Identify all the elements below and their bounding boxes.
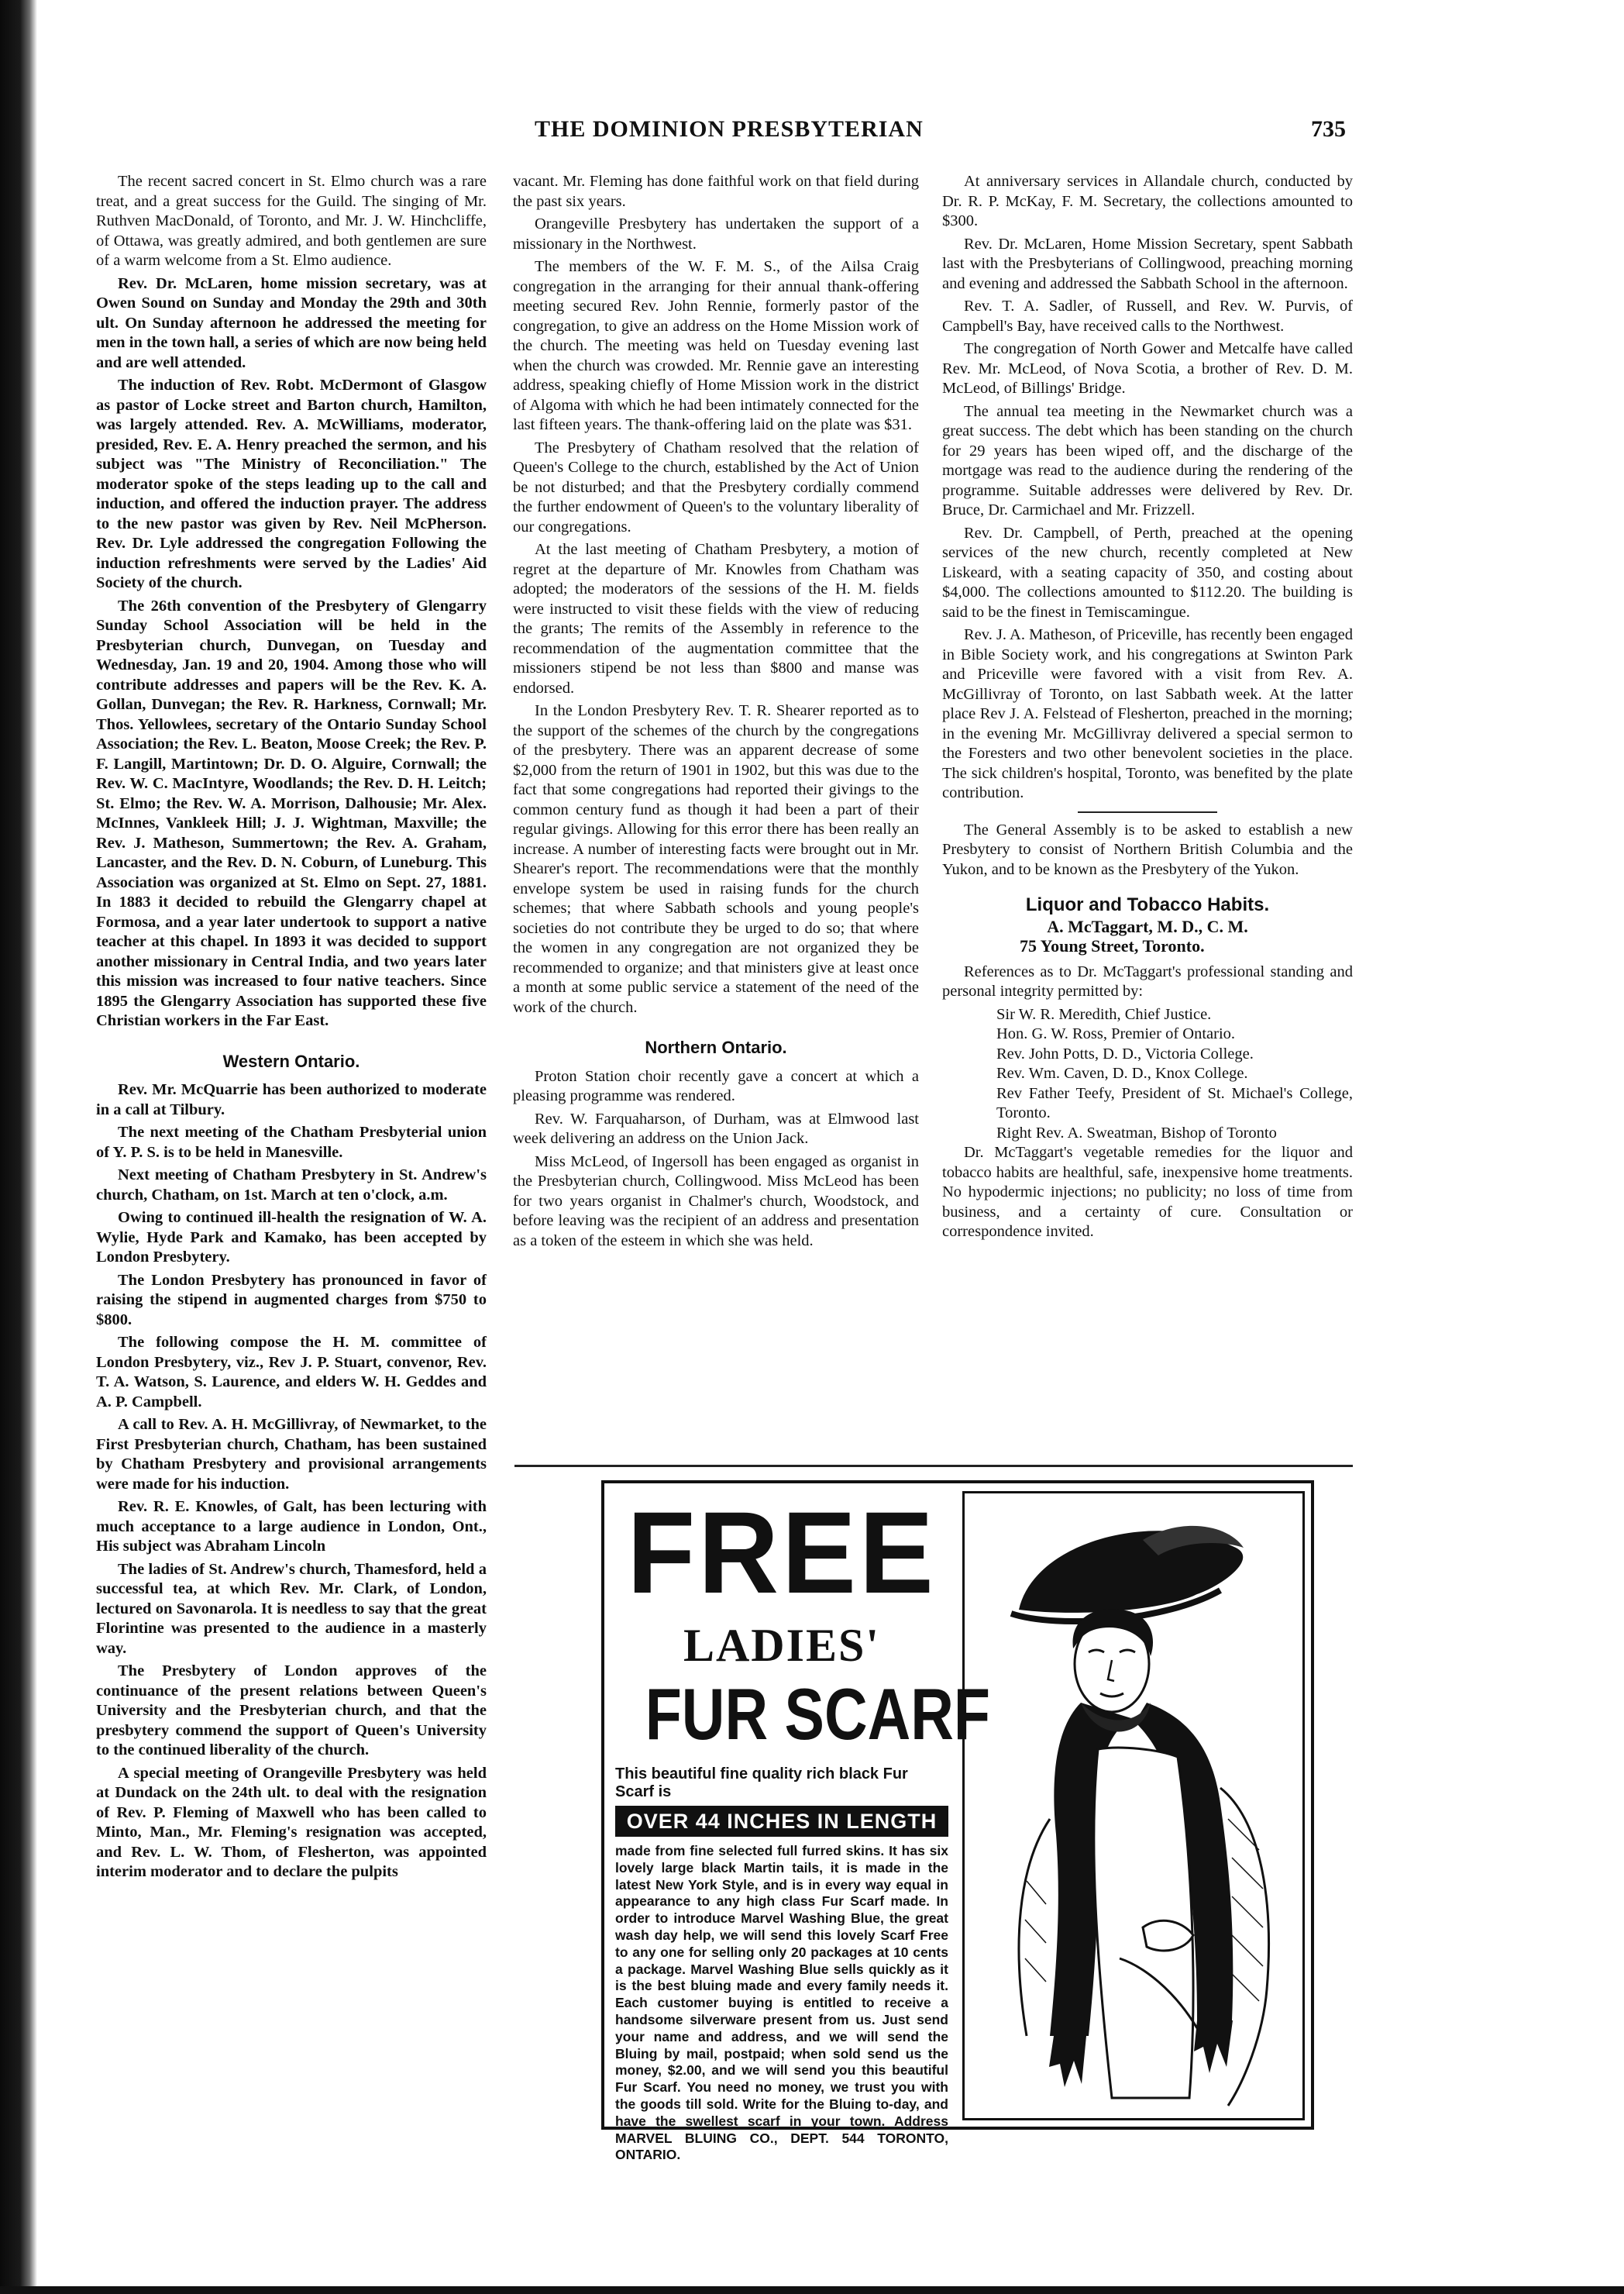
article-paragraph: In the London Presbytery Rev. T. R. Shearer reported as to the support of the schemes of the church by the congregations of the presbytery. There was an apparent decrease of some $2,000 from the return of 1901 in 1902, but this was due to the fact that some congregations had reported their givings to the common century fund as though it had been a part of their regular givings. Allowing for this error there has been really an increase. A number of interesting facts were brought out in Mr. Shearer's report. The recommendations were that the monthly envelope system be used in raising funds for the church schemes; that where Sabbath schools and young people's societies do not contribute they be urged to do so; that where the women in any congregation are not organized they be recommended to organize; and that ministers give at least once a month at some public service a statement of the need of the work of the church. <box>513 702 919 1016</box>
article-paragraph: Owing to continued ill-health the resignation of W. A. Wylie, Hyde Park and Kamako, has been accepted by London Presbytery. <box>96 1209 487 1266</box>
reference-item: Hon. G. W. Ross, Premier of Ontario. <box>996 1025 1236 1042</box>
page-divider <box>514 1465 1353 1467</box>
reference-list <box>942 1005 1353 1144</box>
page-number: 735 <box>1311 116 1346 142</box>
reference-item: Sir W. R. Meredith, Chief Justice. <box>996 1005 1212 1023</box>
article-paragraph: Rev. J. A. Matheson, of Priceville, has recently been engaged in Bible Society work, and his congregations at Swinton Park and Priceville were favored with a visit from Rev. A. McGillivray of Toronto, on last Sabbath week. At the latter place Rev J. A. Felstead of Flesherton, preached in the morning; in the evening Mr. McGillivray delivered a special sermon to the Foresters and two other benevolent societies in the place. The sick children's hospital, Toronto, was benefited by the plate contribution. <box>942 626 1353 801</box>
article-paragraph: Miss McLeod, of Ingersoll has been engaged as organist in the Presbyterian church, Collingwood. Miss McLeod has been for two years organist in Chalmer's church, Woodstock, and before leaving was the recipient of an address and presentation as a token of the esteem in which she was held. <box>513 1152 919 1249</box>
notice-title: Liquor and Tobacco Habits. <box>1025 894 1270 915</box>
newspaper-title: THE DOMINION PRESBYTERIAN <box>535 116 924 142</box>
ad-product: FUR SCARF <box>645 1673 991 1755</box>
reference-item: Rev Father Teefy, President of St. Michael's College, Toronto. <box>996 1084 1353 1121</box>
article-paragraph: The Presbytery of Chatham resolved that the relation of Queen's College to the church, established by the Act of Union be not disturbed; and that the Presbytery cordially commend the further endowment of Queen's to the voluntary liberality of our congregations. <box>513 439 919 536</box>
article-paragraph: A special meeting of Orangeville Presbytery was held at Dundack on the 24th ult. to deal with the resignation of Rev. P. Fleming of Maxwell who has been called to Minto, Man., Mr. Fleming's resignation was accepted, and Rev. L. W. Thom, of Flesherton, was appointed interim moderator and to declare the pulpits <box>96 1764 487 1880</box>
article-paragraph: At anniversary services in Allandale church, conducted by Dr. R. P. McKay, F. M. Secretary, the collections amounted to $300. <box>942 173 1353 229</box>
ad-body: made from fine selected full furred skins. It has six lovely large black Martin tails, it is made in the latest New York Style, and is in every way equal in appearance to any high class Fur Scarf made. In order to introduce Marvel Washing Blue, the great wash day help, we will send this lovely Scarf Free to any one for selling only 20 packages at 10 cents a package. Marvel Washing Blue sells quickly as it is the best bluing made and every family needs it. Each customer buying is entitled to receive a handsome silverware present from us. Just send your name and address, and we will send the Bluing by mail, postpaid; when sold send us the money, $2.00, and we will send you this beautiful Fur Scarf. You need no money, we trust you with the goods till sold. Write for the Bluing to-day, and have the swellest scarf in your town. Address MARVEL BLUING CO., DEPT. 544 TORONTO, ONTARIO. <box>615 1843 948 2163</box>
scan-edge-bottom <box>0 2286 1624 2294</box>
article-paragraph: At the last meeting of Chatham Presbytery, a motion of regret at the departure of Mr. Knowles from Chatham was adopted; the moderators of the sessions of the H. M. fields were instructed to visit these fields with the view of reducing the grants; The remits of the Assembly in reference to the recommendation of the augmentation committee that the missioners stipend be not less than $800 and manse was endorsed. <box>513 541 919 697</box>
notice-intro: References as to Dr. McTaggart's professional standing and personal integrity permitted by: <box>942 963 1353 1000</box>
article-paragraph: Rev. Dr. McLaren, home mission secretary, was at Owen Sound on Sunday and Monday the 29th and 30th ult. On Sunday afternoon he addressed the meeting for men in the town hall, a series of which are now being held and are well attended. <box>96 274 487 371</box>
notice-doctor: A. McTaggart, M. D., C. M. <box>1047 916 1248 936</box>
lady-with-fur-scarf-illustration <box>965 1493 1302 2118</box>
article-paragraph: Proton Station choir recently gave a concert at which a pleasing programme was rendered. <box>513 1067 919 1104</box>
ad-headline: FREE <box>627 1487 937 1617</box>
article-paragraph: The General Assembly is to be asked to establish a new Presbytery to consist of Northern British Columbia and the Yukon, and to be known as the Presbytery of the Yukon. <box>942 821 1353 878</box>
article-paragraph: The induction of Rev. Robt. McDermont of Glasgow as pastor of Locke street and Barton church, Hamilton, was largely attended. Rev. A. McWilliams, moderator, presided, Rev. E. A. Henry preached the sermon, and his subject was "The Ministry of Reconciliation." The moderator spoke of the steps leading up to the call and induction, and offered the induction prayer. The address to the new pastor was given by Rev. Neil McPherson. Rev. Dr. Lyle addressed the congregation Following the induction refreshments were served by the Ladies' Aid Society of the church. <box>96 377 487 591</box>
column-2 <box>513 172 919 1254</box>
article-paragraph: Rev. W. Farquaharson, of Durham, was at Elmwood last week delivering an address on the Union Jack. <box>513 1110 919 1147</box>
reference-item: Rev. John Potts, D. D., Victoria College. <box>996 1045 1254 1063</box>
article-paragraph: The members of the W. F. M. S., of the Ailsa Craig congregation in the arranging for their annual thank-offering meeting secured Rev. John Rennie, formerly pastor of the congregation, to give an address on the Home Mission work of the church. The meeting was held on Tuesday evening last when the church was crowded. Mr. Rennie gave an interesting address, speaking chiefly of Home Mission work in the district of Algoma with which he had been intimately connected for the last fifteen years. The thank-offering laid on the plate was $31. <box>513 258 919 433</box>
article-paragraph: The congregation of North Gower and Metcalfe have called Rev. Mr. McLeod, of Nova Scotia, a brother of Rev. D. M. McLeod, of Billings' Bridge. <box>942 340 1353 397</box>
scan-edge-left <box>0 0 37 2294</box>
article-paragraph: The next meeting of the Chatham Presbyterial union of Y. P. S. is to be held in Manesville. <box>96 1124 487 1161</box>
article-paragraph: Rev. T. A. Sadler, of Russell, and Rev. W. Purvis, of Campbell's Bay, have received calls to the Northwest. <box>942 298 1353 335</box>
column-1 <box>96 172 487 1886</box>
article-paragraph: Next meeting of Chatham Presbytery in St. Andrew's church, Chatham, on 1st. March at ten o'clock, a.m. <box>96 1166 487 1204</box>
ad-subhead: LADIES' <box>683 1620 881 1671</box>
notice-closing: Dr. McTaggart's vegetable remedies for the liquor and tobacco habits are healthful, safe, inexpensive home treatments. No hypodermic injections; no publicity; no loss of time from business, and a certainty of cure. Consultation or correspondence invited. <box>942 1144 1353 1240</box>
article-paragraph: Orangeville Presbytery has undertaken the support of a missionary in the Northwest. <box>513 215 919 253</box>
article-paragraph: The 26th convention of the Presbytery of Glengarry Sunday School Association will be held in the Presbyterian church, Dunvegan, on Tuesday and Wednesday, Jan. 19 and 20, 1904. Among those who will contribute addresses and papers will be the Rev. K. A. Gollan, Dunvegan; the Rev. R. Harkness, Cornwall; Mr. Thos. Yellowlees, secretary of the Ontario Sunday School Association; the Rev. L. Beaton, Moose Creek; the Rev. P. F. Langill, Martintown; Dr. D. O. Alguire, Cornwall; the Rev. W. C. MacIntyre, Woodlands; the Rev. D. H. Leitch; St. Elmo; the Rev. W. A. Morrison, Dalhousie; Mr. Alex. McInnes, Vankleek Hill; J. J. Wightman, Maxville; the Rev. J. Matheson, Summertown; the Rev. A. Graham, Lancaster, and the Rev. D. N. Coburn, of Luneburg. This Association was organized at St. Elmo on Sept. 27, 1881. In 1883 it decided to rebuild the Glengarry chapel at Formosa, and a year later undertook to support a native teacher at this chapel. In 1893 it was decided to support another missionary in Central India, and two years later this mission was increased to four native teachers. Since 1895 the Glengarry Association has supported these five Christian workers in the Far East. <box>96 597 487 1029</box>
article-paragraph: Rev. Dr. Campbell, of Perth, preached at the opening services of the new church, recently completed at New Liskeard, with a seating capacity of 350, and costing about $4,000. The collections amounted to $112.20. The building is said to be the finest in Temiscamingue. <box>942 524 1353 621</box>
article-paragraph: vacant. Mr. Fleming has done faithful work on that field during the past six years. <box>513 173 919 210</box>
article-paragraph: A call to Rev. A. H. McGillivray, of Newmarket, to the First Presbyterian church, Chatham, has been sustained by Chatham Presbytery and provisional arrangements were made for his induction. <box>96 1416 487 1493</box>
article-paragraph: The ladies of St. Andrew's church, Thamesford, held a successful tea, at which Rev. Mr. Clark, of London, lectured on Savonarola. It is needless to say that the great Florintine was presented to the audience in a masterly way. <box>96 1560 487 1657</box>
ad-description: This beautiful fine quality rich black Fur Scarf is <box>615 1765 908 1800</box>
article-paragraph: The annual tea meeting in the Newmarket church was a great success. The debt which has been standing on the church for 29 years has been wiped off, and the discharge of the mortgage was read to the audience during the rendering of the programme. Suitable addresses were delivered by Rev. Dr. Bruce, Dr. Carmichael and Mr. Frizzell. <box>942 402 1353 518</box>
illustration-frame <box>962 1491 1305 2120</box>
fur-scarf-advertisement <box>601 1480 1314 2163</box>
section-heading-western-ontario: Western Ontario. <box>222 1051 360 1071</box>
article-paragraph: The following compose the H. M. committee of London Presbytery, viz., Rev J. P. Stuart, convenor, Rev. T. A. Watson, S. Laurence, and elders W. H. Geddes and A. P. Campbell. <box>96 1334 487 1410</box>
divider <box>1078 811 1217 813</box>
article-paragraph: The London Presbytery has pronounced in favor of raising the stipend in augmented charges from $750 to $800. <box>96 1271 487 1328</box>
page-header <box>535 116 1309 150</box>
notice-address: 75 Young Street, Toronto. <box>1020 936 1205 956</box>
reference-item: Right Rev. A. Sweatman, Bishop of Toronto <box>996 1124 1277 1142</box>
article-paragraph: Rev. R. E. Knowles, of Galt, has been lecturing with much acceptance to a large audience in London, Ont., His subject was Abraham Lincoln <box>96 1498 487 1555</box>
reference-item: Rev. Wm. Caven, D. D., Knox College. <box>996 1065 1248 1082</box>
article-paragraph: The Presbytery of London approves of the continuance of the present relations between Queen's University and the Presbyterian church, and that the presbytery commend the support of Queen's University to the continued liberality of the church. <box>96 1662 487 1758</box>
column-3 <box>942 172 1353 1245</box>
ad-length-banner: OVER 44 INCHES IN LENGTH <box>615 1806 948 1837</box>
article-paragraph: The recent sacred concert in St. Elmo church was a rare treat, and a great success for the Guild. The singing of Mr. Ruthven MacDonald, of Toronto, and Mr. J. W. Hinchcliffe, of Ottawa, was greatly admired, and both gentlemen are sure of a warm welcome from a St. Elmo audience. <box>96 173 487 269</box>
advertisement-text <box>615 1487 991 2163</box>
article-paragraph: Rev. Dr. McLaren, Home Mission Secretary, spent Sabbath last with the Presbyterians of Collingwood, preaching morning and evening and addressed the Sabbath School in the afternoon. <box>942 235 1353 292</box>
section-heading-northern-ontario: Northern Ontario. <box>645 1038 787 1057</box>
article-paragraph: Rev. Mr. McQuarrie has been authorized to moderate in a call at Tilbury. <box>96 1081 487 1118</box>
